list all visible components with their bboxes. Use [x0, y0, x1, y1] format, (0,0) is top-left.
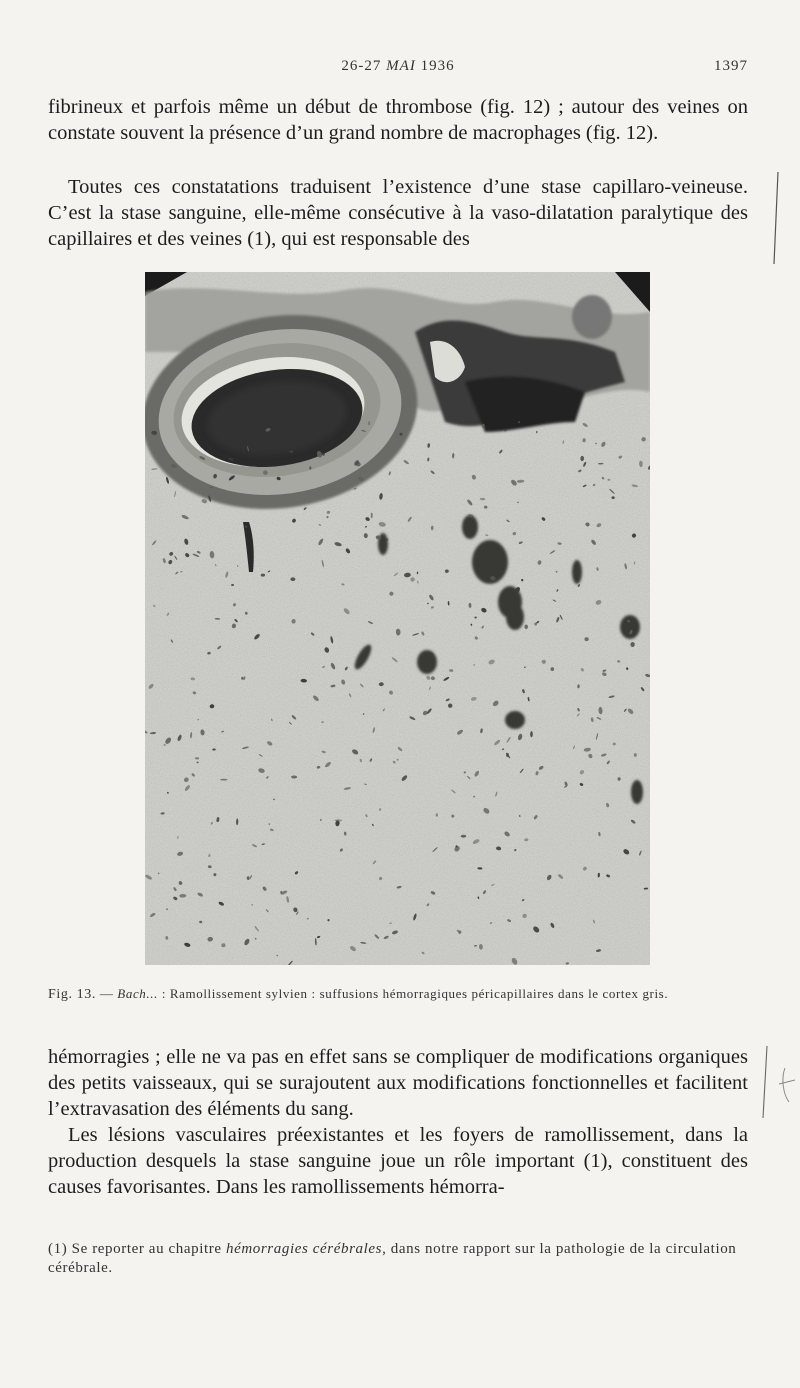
paragraph-lesions: Les lésions vasculaires préexistantes et les foyers de ramollissement, dans la production desquels la stase sanguine joue un rôle important (1), constituent des causes favorisantes. Dans les ramollissements hémorra-: [48, 1124, 748, 1198]
figure-author: Bach...: [117, 986, 158, 1001]
paragraph-continuation: fibrineux et parfois même un début de thrombose (fig. 12) ; autour des veines on constate souvent la présence d’un grand nombre de macrophages (fig. 12).: [48, 96, 748, 144]
paragraph-hemorragies: hémorragies ; elle ne va pas en effet sans se compliquer de modifications organiques des petits vaisseaux, qui se surajoutent aux modifications fonctionnelles et facilitent l’extravasation des éléments du sang.: [48, 1046, 748, 1120]
paragraph-stase: Toutes ces constatations traduisent l’existence d’une stase capillaro-veineuse. C’est la stase sanguine, elle-même consécutive à la vaso-dilatation paralytique des capillaires et des veines (1), qui est responsable des: [48, 176, 748, 250]
running-head: [48, 58, 748, 82]
footnote: (1) Se reporter au chapitre hémorragies cérébrales, dans notre rapport sur la pathologie de la circulation cérébrale.: [48, 1241, 737, 1276]
margin-pencil-mark-lower: [755, 1044, 800, 1124]
figure-caption-text: : Ramollissement sylvien : suffusions hémorragiques péricapillaires dans le cortex gris.: [157, 986, 669, 1001]
margin-pencil-mark-upper: [760, 168, 790, 268]
page-number: 1397: [714, 58, 748, 74]
figure-caption: Fig. 13. — Bach... : Ramollissement sylvien : suffusions hémorragiques péricapillaires dans le cortex gris.: [48, 986, 669, 1002]
micrograph-figure: [145, 272, 650, 965]
figure-label: Fig. 13.: [48, 987, 96, 1002]
footnote-marker: (1): [48, 1241, 72, 1257]
running-head-date: 26-27 MAI 1936: [341, 58, 455, 74]
running-head-month: MAI: [386, 58, 416, 74]
footnote-chapter-title: hémorragies cérébrales: [225, 1241, 383, 1257]
micrograph-image: [145, 272, 650, 965]
